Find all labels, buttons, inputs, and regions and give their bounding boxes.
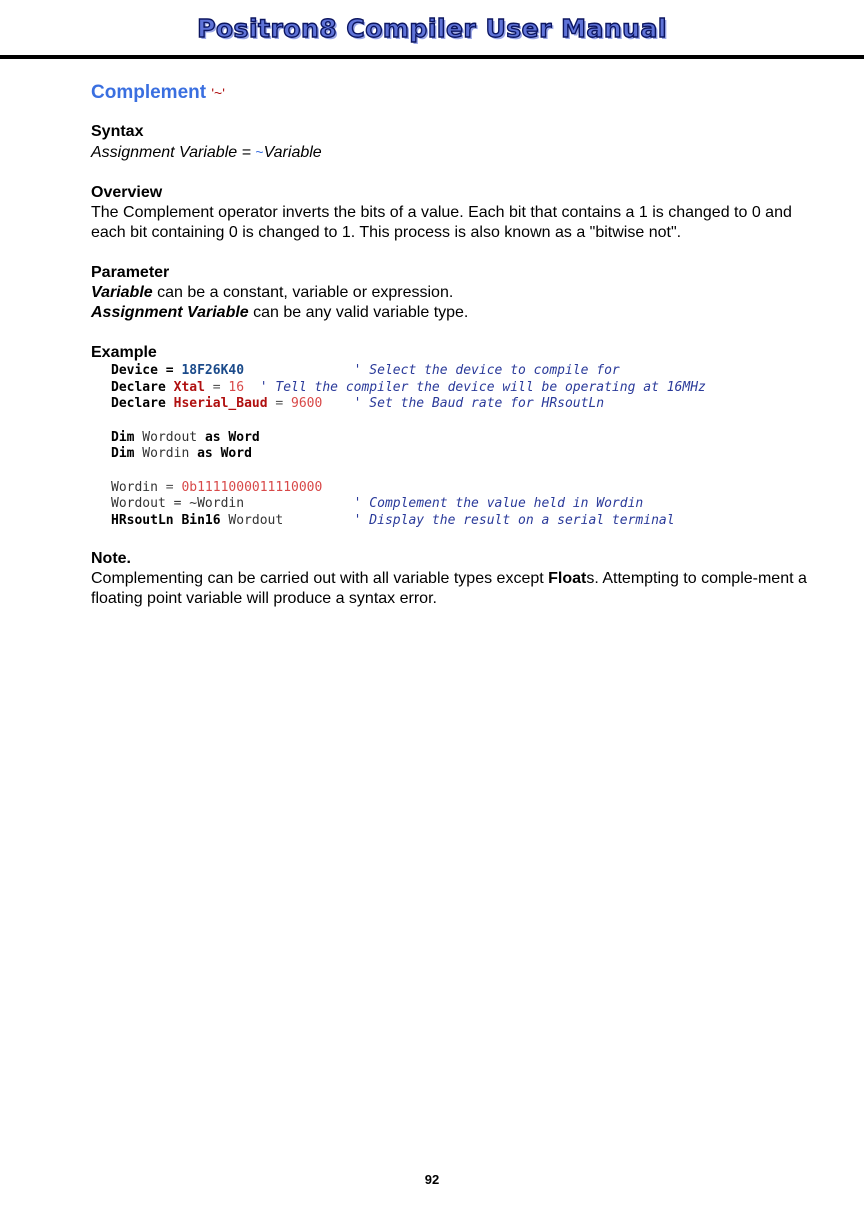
code-keyword: Dim (111, 446, 135, 461)
syntax-operator: ~ (255, 144, 264, 160)
code-symbol: Xtal (173, 379, 205, 395)
code-line (111, 513, 826, 530)
code-line (111, 380, 826, 397)
code-keyword: Declare (111, 396, 166, 411)
code-spacer (244, 363, 354, 378)
code-spacer (283, 513, 353, 528)
code-line (111, 496, 826, 513)
parameter-item (91, 283, 826, 303)
syntax-line (91, 142, 826, 163)
code-operator: = (204, 379, 229, 395)
manual-title: Positron8 Compiler User Manual (197, 14, 667, 43)
page-content (91, 80, 826, 609)
code-device: 18F26K40 (181, 363, 245, 378)
section-title-text: Complement (91, 82, 207, 103)
code-spacer (322, 396, 353, 411)
code-line (111, 396, 826, 413)
code-operator: = (267, 396, 292, 411)
note-text (91, 569, 826, 609)
code-comment: ' Select the device to compile for (353, 363, 620, 378)
code-line (111, 430, 826, 447)
code-keyword: as Word (197, 446, 252, 461)
syntax-heading: Syntax (91, 123, 144, 140)
parameter-desc: can be a constant, variable or expression. (152, 284, 454, 301)
code-line (111, 446, 826, 463)
parameter-name: Assignment Variable (91, 304, 249, 321)
page-number: 92 (424, 1172, 440, 1187)
code-comment: ' Display the result on a serial terminal (353, 512, 675, 528)
note-text-end: s. Attempting to comple-ment a floating point variable will produce a syntax error. (91, 570, 807, 607)
code-keyword: Dim (111, 429, 135, 445)
code-line (111, 363, 826, 380)
parameter-desc: can be any valid variable type. (248, 304, 469, 321)
code-statement: Wordout = ~Wordin (111, 496, 245, 511)
section-title-symbol: '~' (211, 85, 225, 101)
parameter-heading: Parameter (91, 264, 170, 281)
code-number: 0b1111000011110000 (181, 479, 323, 495)
section-title (91, 80, 826, 106)
code-number: 9600 (291, 396, 323, 411)
code-example (91, 363, 826, 529)
code-spacer (244, 496, 354, 511)
overview-text: The Complement operator inverts the bits of a value. Each bit that contains a 1 is changed to 0 and each bit containing 0 is changed to 1. This process is also known as a "bitwise not". (91, 204, 792, 241)
code-keyword: Device (111, 363, 158, 378)
code-comment: ' Tell the compiler the device will be operating at 16MHz (259, 379, 706, 395)
code-identifier: Wordin (134, 446, 198, 461)
code-identifier: Wordout (220, 512, 284, 528)
code-line (111, 480, 826, 497)
example-heading: Example (91, 344, 157, 361)
code-keyword: HRsoutLn Bin16 (111, 512, 221, 528)
code-keyword: as Word (204, 429, 260, 445)
code-identifier: Wordout (134, 429, 205, 445)
code-keyword: Declare (111, 379, 166, 395)
note-bold-term: Float (548, 570, 587, 587)
code-comment: ' Set the Baud rate for HRsoutLn (353, 396, 605, 411)
code-number: 16 (228, 379, 245, 395)
note-heading: Note. (91, 550, 131, 567)
code-symbol: Hserial_Baud (173, 396, 268, 411)
code-spacer (166, 380, 174, 395)
syntax-rhs: Variable (263, 144, 322, 161)
code-operator: = (157, 479, 182, 495)
code-comment: ' Complement the value held in Wordin (353, 496, 644, 511)
code-spacer (244, 380, 260, 395)
code-operator: = (157, 363, 182, 378)
parameter-name: Variable (91, 284, 153, 301)
header-divider (0, 55, 864, 59)
code-identifier: Wordin (111, 479, 158, 495)
overview-heading: Overview (91, 184, 163, 201)
note-text-start: Complementing can be carried out with all variable types except (91, 570, 549, 587)
syntax-lhs: Assignment Variable = (91, 144, 256, 161)
parameter-item (91, 303, 826, 323)
code-spacer (166, 396, 174, 411)
page-header (0, 0, 864, 60)
